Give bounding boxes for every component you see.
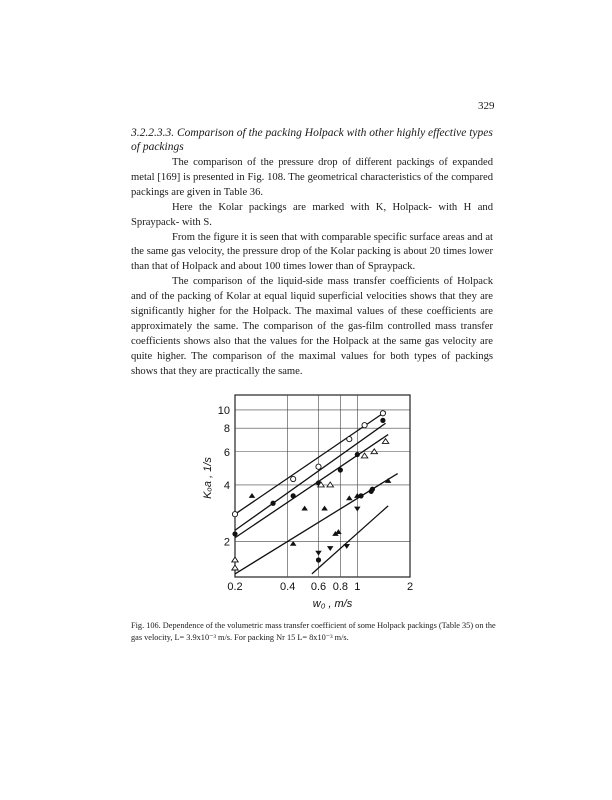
x-tick-label: 0.8 bbox=[332, 581, 349, 593]
data-point-open-triangle bbox=[371, 449, 378, 454]
x-tick-label: 1 bbox=[354, 581, 361, 593]
fit-line bbox=[235, 423, 386, 530]
y-tick-label: 2 bbox=[223, 536, 230, 549]
x-tick-label: 0.6 bbox=[310, 581, 327, 593]
data-point-filled-inverted-triangle bbox=[354, 507, 361, 512]
data-point-open-circle bbox=[316, 464, 321, 469]
data-point-filled-inverted-triangle bbox=[315, 551, 322, 556]
y-tick-label: 10 bbox=[217, 404, 230, 417]
data-point-filled-circle bbox=[355, 452, 360, 457]
data-point-filled-inverted-triangle bbox=[327, 546, 334, 551]
fit-line bbox=[312, 506, 388, 574]
data-point-filled-triangle bbox=[346, 495, 353, 500]
data-point-filled-triangle bbox=[335, 529, 342, 534]
data-point-open-circle bbox=[347, 437, 352, 442]
data-point-open-triangle bbox=[382, 439, 389, 444]
y-tick-label: 4 bbox=[223, 479, 230, 492]
data-point-filled-circle bbox=[380, 418, 385, 423]
x-tick-label: 0.2 bbox=[227, 581, 243, 593]
x-tick-label: 2 bbox=[406, 581, 414, 593]
fit-line bbox=[235, 435, 388, 538]
section-heading: 3.2.2.3.3. Comparison of the packing Holpack with other highly effective types of packings bbox=[131, 127, 493, 153]
paragraph-2: Here the Kolar packings are marked with K, Holpack- with H and Spraypack- with S. bbox=[131, 201, 493, 228]
data-point-open-triangle bbox=[361, 453, 368, 458]
data-point-filled-circle bbox=[316, 557, 321, 562]
paragraph-3: From the figure it is seen that with comparable specific surface areas and at the same gas velocity, the pressure drop of the Kolar packing is about 20 times lower than that of Holpack and about 100 times lower than of Spraypack. bbox=[131, 231, 493, 273]
data-point-filled-triangle bbox=[321, 506, 328, 511]
y-tick-label: 8 bbox=[223, 423, 230, 436]
body-text bbox=[131, 156, 493, 380]
data-point-filled-circle bbox=[291, 493, 296, 498]
data-point-open-circle bbox=[362, 423, 367, 428]
x-axis-label: w₀ , m/s bbox=[312, 598, 353, 610]
data-point-filled-circle bbox=[338, 467, 343, 472]
y-tick-label: 6 bbox=[223, 446, 230, 459]
figure-106 bbox=[195, 385, 425, 625]
data-point-filled-circle bbox=[270, 501, 275, 506]
figure-caption: Fig. 106. Dependence of the volumetric mass transfer coefficient of some Holpack packings (Table 35) on the gas velocity, L= 3.9x10⁻³ m/s. For packing Nr 15 L= 8x10⁻³ m/s. bbox=[131, 621, 496, 642]
y-axis-label: Kₒa , 1/s bbox=[202, 457, 214, 499]
mass-transfer-chart bbox=[195, 385, 425, 625]
data-point-filled-circle bbox=[370, 487, 375, 492]
data-point-open-triangle bbox=[232, 557, 239, 562]
data-point-open-triangle bbox=[327, 482, 334, 487]
data-point-open-triangle bbox=[232, 565, 239, 570]
paragraph-1: The comparison of the pressure drop of different packings of expanded metal [169] is presented in Fig. 108. The geometrical characteristics of the compared packings are given in Table 36. bbox=[131, 157, 493, 198]
data-point-filled-triangle bbox=[301, 506, 308, 511]
data-point-filled-circle bbox=[232, 531, 237, 536]
data-point-filled-inverted-triangle bbox=[343, 544, 350, 549]
paragraph-4: The comparison of the liquid-side mass transfer coefficients of Holpack and of the packing of Kolar at equal liquid superficial velocities shows that they are significantly higher for the Holpack. The maximal values of these coefficients are approximately the same. The comparison of the gas-film controlled mass transfer coefficients shows also that the values for the Holpack at the same gas velocity are quite higher. The comparison of the maximal values for both types of packings shows that they are practically the same. bbox=[131, 276, 493, 377]
data-point-open-circle bbox=[380, 411, 385, 416]
data-point-open-circle bbox=[291, 476, 296, 481]
x-tick-label: 0.4 bbox=[280, 581, 296, 593]
data-point-filled-triangle bbox=[249, 493, 256, 498]
page-number: 329 bbox=[478, 100, 495, 112]
data-point-open-circle bbox=[232, 512, 237, 517]
